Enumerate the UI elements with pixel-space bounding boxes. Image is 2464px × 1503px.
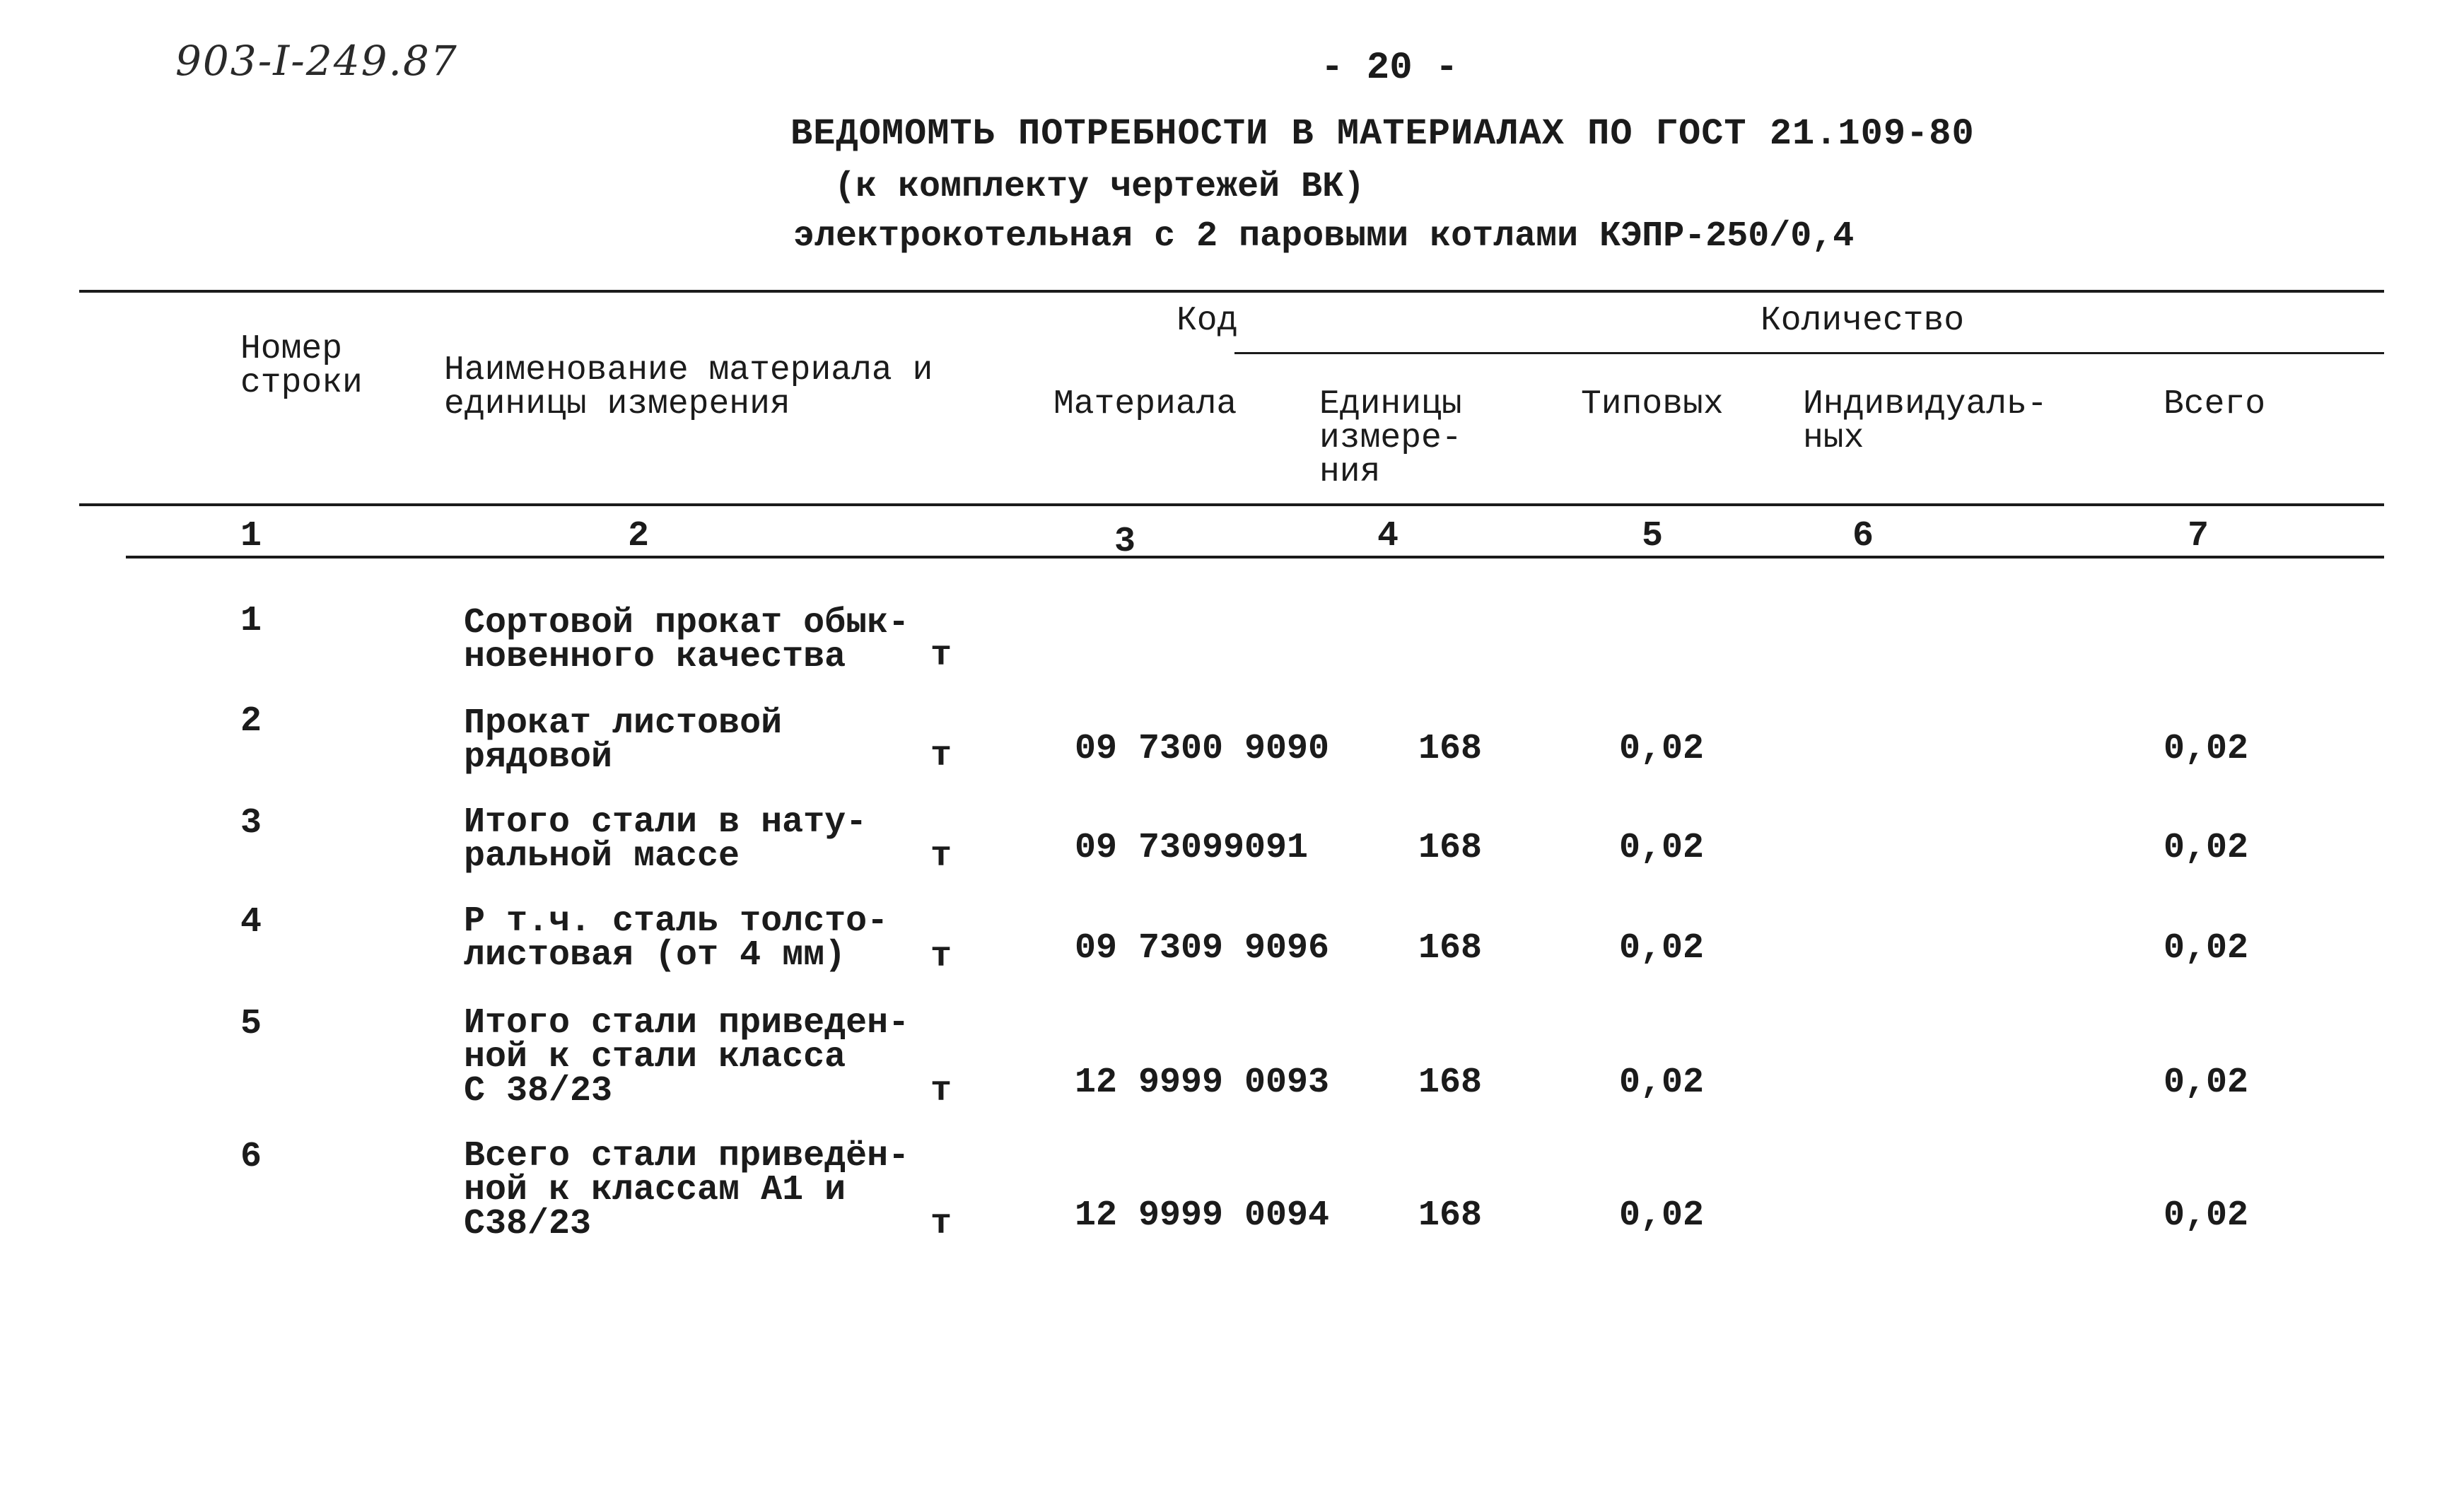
row-number: 5: [240, 1004, 262, 1044]
unit-code: 168: [1418, 729, 1483, 769]
header-typical-qty: Типовых: [1581, 385, 1724, 423]
document-subtitle-2: электрокотельная с 2 паровыми котлами КЭПР-250/0,4: [793, 216, 1855, 257]
unit-letter: т: [930, 836, 952, 877]
material-code: 09 7300 9090: [1075, 729, 1330, 769]
column-number: 2: [628, 516, 650, 556]
unit-code: 168: [1418, 828, 1483, 868]
header-row-number: Номер строки: [240, 330, 363, 402]
page-number: - 20 -: [1321, 47, 1459, 90]
header-total-qty: Всего: [2164, 385, 2266, 423]
header-divider-rule: [1234, 352, 2384, 354]
unit-letter: т: [930, 636, 952, 676]
header-quantity-group: Количество: [1761, 302, 1965, 340]
header-individual-qty: Индивидуаль- ных: [1803, 385, 2048, 457]
header-material-code: Материала: [1053, 385, 1237, 423]
column-number: 5: [1642, 516, 1664, 556]
document-title: ВЕДОМОМТЬ ПОТРЕБНОСТИ В МАТЕРИАЛАХ ПО ГОСТ 21.109-80: [790, 113, 1975, 155]
header-code-group: Код: [1176, 302, 1238, 340]
typical-qty: 0,02: [1619, 1195, 1705, 1236]
unit-letter: т: [930, 1071, 952, 1111]
material-code: 12 9999 0094: [1075, 1195, 1330, 1236]
unit-letter: т: [930, 736, 952, 776]
total-qty: 0,02: [2164, 1195, 2249, 1236]
total-qty: 0,02: [2164, 928, 2249, 969]
row-number: 4: [240, 902, 262, 942]
material-code: 09 73099091: [1075, 828, 1309, 868]
typical-qty: 0,02: [1619, 928, 1705, 969]
row-number: 2: [240, 701, 262, 742]
material-name: Всего стали приведён- ной к классам А1 и С38/23: [464, 1136, 910, 1244]
document-subtitle-1: (к комплекту чертежей ВК): [834, 167, 1365, 207]
unit-letter: т: [930, 1204, 952, 1244]
typical-qty: 0,02: [1619, 828, 1705, 868]
typical-qty: 0,02: [1619, 1063, 1705, 1103]
unit-code: 168: [1418, 1195, 1483, 1236]
material-name: Р т.ч. сталь толсто- листовая (от 4 мм): [464, 901, 889, 976]
header-bottom-rule: [79, 503, 2384, 506]
material-name: Итого стали приведен- ной к стали класса С 38/23: [464, 1003, 910, 1111]
row-number: 6: [240, 1137, 262, 1177]
unit-code: 168: [1418, 1063, 1483, 1103]
unit-code: 168: [1418, 928, 1483, 969]
table-top-rule: [79, 290, 2384, 293]
material-code: 09 7309 9096: [1075, 928, 1330, 969]
total-qty: 0,02: [2164, 1063, 2249, 1103]
total-qty: 0,02: [2164, 828, 2249, 868]
typical-qty: 0,02: [1619, 729, 1705, 769]
row-number: 1: [240, 601, 262, 641]
header-material-name: Наименование материала и единицы измерения: [444, 351, 933, 423]
document-code: 903-I-249.87: [175, 37, 458, 85]
header-unit-code: Единицы измере- ния: [1319, 385, 1462, 491]
material-code: 12 9999 0093: [1075, 1063, 1330, 1103]
total-qty: 0,02: [2164, 729, 2249, 769]
column-number: 4: [1377, 516, 1399, 556]
material-name: Сортовой прокат обык- новенного качества: [464, 603, 910, 677]
column-number: 7: [2188, 516, 2209, 556]
column-number: 3: [1114, 522, 1136, 562]
row-number: 3: [240, 803, 262, 843]
material-name: Итого стали в нату- ральной массе: [464, 802, 868, 877]
column-number: 1: [240, 516, 262, 556]
column-numbers-rule: [126, 556, 2384, 558]
column-number: 6: [1852, 516, 1874, 556]
material-name: Прокат листовой рядовой: [464, 703, 783, 778]
unit-letter: т: [930, 937, 952, 977]
